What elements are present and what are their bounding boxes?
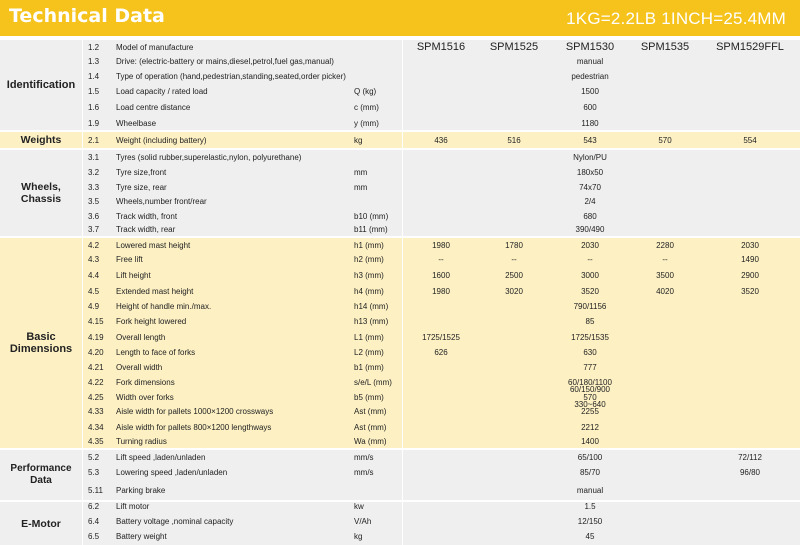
row-value: 390/490 [575,225,605,234]
row-value: 570 [583,393,597,402]
row-value: 570 [658,136,672,145]
row-description: Lowered mast height [116,241,191,250]
row-description: Free lift [116,255,143,264]
table-row [0,268,800,283]
row-value: 330~640 [574,400,606,409]
table-row [0,222,800,237]
row-value: 72/112 [738,453,762,462]
row-description: Fork height lowered [116,317,187,326]
row-value: 600 [583,103,597,112]
row-number: 2.1 [88,136,100,145]
table-row [0,100,800,115]
row-description: Parking brake [116,486,166,495]
row-description: Overall width [116,363,163,372]
table-row [0,84,800,99]
table-row [0,194,800,209]
row-description: Load centre distance [116,103,191,112]
row-value: 2280 [656,241,674,250]
row-value: 1180 [581,119,599,128]
row-unit: b1 (mm) [354,363,384,372]
row-number: 3.3 [88,183,100,192]
table-row [0,499,800,514]
row-value: 65/100 [577,453,603,462]
row-value: 1490 [741,255,759,264]
table-row [0,238,800,253]
row-description: Width over forks [116,393,174,402]
row-unit: b11 (mm) [354,225,388,234]
row-number: 4.15 [88,317,104,326]
row-value: 3520 [741,287,759,296]
row-unit: mm [354,183,368,192]
row-number: 3.6 [88,212,100,221]
row-unit: h13 (mm) [354,317,389,326]
row-unit: b10 (mm) [354,212,389,221]
table-row [0,133,800,148]
row-description: Lift motor [116,502,150,511]
row-description: Weight (including battery) [116,136,207,145]
row-number: 4.5 [88,287,100,296]
table-row [0,434,800,449]
row-unit: h2 (mm) [354,255,384,264]
row-description: Model of manufacture [116,43,194,52]
model-header: SPM1516 [416,41,466,53]
row-value: 516 [507,136,521,145]
row-value: 1780 [505,241,523,250]
row-value: pedestrian [571,72,609,81]
row-unit: b5 (mm) [354,393,384,402]
row-value: 12/150 [577,517,603,526]
unit-conversion: 1KG=2.2LB 1INCH=25.4MM [566,9,786,28]
row-value: 2500 [505,271,523,280]
row-description: Fork dimensions [116,378,175,387]
model-header: SPM1529FFL [716,41,784,53]
row-value: 1725/1535 [571,333,609,342]
table-row [0,299,800,314]
row-description: Extended mast height [116,287,194,296]
row-number: 4.35 [88,437,104,446]
row-unit: mm/s [354,468,374,477]
row-number: 4.20 [88,348,104,357]
row-number: 4.25 [88,393,104,402]
row-unit: c (mm) [354,103,379,112]
table-row [0,404,800,419]
row-value: 1400 [581,437,599,446]
row-unit: L1 (mm) [354,333,384,342]
row-value: -- [662,255,668,264]
row-number: 1.5 [88,87,100,96]
row-description: Tyre size,front [116,168,167,177]
table-row [0,450,800,465]
row-description: Type of operation (hand,pedestrian,standing,seated,order picker) [116,72,346,81]
row-number: 3.1 [88,153,100,162]
row-value: 60/150/900 [569,385,611,394]
row-value: -- [438,255,444,264]
table-row [0,465,800,480]
row-value: 180x50 [576,168,604,177]
row-description: Drive: (electric-battery or mains,diesel,petrol,fuel gas,manual) [116,57,334,66]
row-unit: mm [354,168,368,177]
row-number: 6.2 [88,502,100,511]
row-value: manual [576,486,604,495]
row-number: 4.22 [88,378,104,387]
row-value: 45 [585,532,595,541]
row-number: 4.21 [88,363,104,372]
table-row [0,180,800,195]
row-number: 3.2 [88,168,100,177]
row-value: 85/70 [579,468,601,477]
row-description: Aisle width for pallets 800×1200 lengthways [116,423,272,432]
row-number: 4.33 [88,407,104,416]
row-value: 3000 [581,271,599,280]
row-value: 1600 [432,271,450,280]
table-row [0,165,800,180]
row-unit: h1 (mm) [354,241,384,250]
table-row [0,360,800,375]
row-description: Tyre size, rear [116,183,167,192]
row-number: 6.5 [88,532,100,541]
table-row [0,483,800,498]
row-number: 4.4 [88,271,100,280]
row-description: Battery weight [116,532,167,541]
row-value: 554 [743,136,757,145]
row-description: Lift speed ,laden/unladen [116,453,206,462]
table-row [0,390,800,409]
row-number: 5.2 [88,453,100,462]
model-header: SPM1525 [489,41,539,53]
table-row [0,529,800,544]
row-unit: mm/s [354,453,374,462]
row-unit: V/Ah [354,517,372,526]
row-value: 630 [583,348,597,357]
row-description: Turning radius [116,437,167,446]
row-number: 5.11 [88,486,103,495]
model-header: SPM1535 [640,41,690,53]
row-value: 790/1156 [573,302,607,311]
table-row [0,345,800,360]
row-description: Length to face of forks [116,348,196,357]
row-value: 1.5 [584,502,596,511]
row-unit: Ast (mm) [354,423,387,432]
row-number: 1.4 [88,72,100,81]
row-value: 2900 [741,271,759,280]
row-value: 1980 [432,287,450,296]
row-description: Load capacity / rated load [116,87,208,96]
row-unit: h3 (mm) [354,271,384,280]
band-label-identification: Identification [6,79,76,91]
page-title: Technical Data [9,5,165,27]
table-row [0,314,800,329]
row-value: 2030 [741,241,759,250]
row-value: 2212 [581,423,599,432]
row-number: 1.6 [88,103,100,112]
row-number: 3.7 [88,225,100,234]
row-number: 6.4 [88,517,100,526]
row-value: 2/4 [584,197,596,206]
row-value: 74x70 [579,183,601,192]
table-row [0,284,800,299]
row-number: 4.9 [88,302,100,311]
table-row [0,420,800,435]
row-unit: h14 (mm) [354,302,389,311]
row-unit: s/e/L (mm) [354,378,392,387]
row-number: 4.19 [88,333,104,342]
row-value: manual [576,57,604,66]
spec-table [0,40,800,545]
row-unit: y (mm) [354,119,379,128]
row-description: Wheelbase [116,119,157,128]
row-value: 1725/1525 [422,333,460,342]
row-description: Tyres (solid rubber,superelastic,nylon, polyurethane) [116,153,302,162]
row-description: Track width, front [116,212,178,221]
row-description: Lowering speed ,laden/unladen [116,468,228,477]
table-row [0,252,800,267]
band-label-basic-dimensions: Basic Dimensions [9,331,73,355]
row-description: Track width, rear [116,225,176,234]
row-number: 4.3 [88,255,100,264]
row-value: 85 [585,317,595,326]
row-description: Lift height [116,271,151,280]
row-unit: Q (kg) [354,87,377,96]
table-row [0,330,800,345]
row-value: 96/80 [739,468,761,477]
row-unit: Ast (mm) [354,407,387,416]
row-description: Height of handle min./max. [116,302,212,311]
row-unit: Wa (mm) [354,437,387,446]
row-number: 1.3 [88,57,100,66]
row-value: 626 [434,348,448,357]
table-row [0,40,800,55]
row-unit: kg [354,532,363,541]
band-label-wheels: Wheels, Chassis [20,181,62,205]
row-value: 4020 [656,287,674,296]
row-number: 4.2 [88,241,100,250]
row-value: -- [587,255,593,264]
row-value: 1500 [581,87,599,96]
row-unit: h4 (mm) [354,287,384,296]
row-value: 543 [583,136,597,145]
table-row [0,150,800,165]
row-number: 1.2 [88,43,100,52]
row-unit: kg [354,136,363,145]
row-unit: kw [354,502,364,511]
row-description: Battery voltage ,nominal capacity [116,517,234,526]
row-number: 3.5 [88,197,100,206]
band-label-performance: Performance Data [10,463,72,486]
table-row [0,375,800,394]
row-unit: L2 (mm) [354,348,384,357]
row-value: 2255 [581,407,599,416]
row-value: Nylon/PU [573,153,607,162]
row-value: 436 [434,136,448,145]
row-value: 3020 [505,287,523,296]
header-banner [0,0,800,36]
band-label-weights: Weights [20,134,62,146]
row-description: Wheels,number front/rear [116,197,207,206]
row-number: 5.3 [88,468,100,477]
row-description: Aisle width for pallets 1000×1200 crossways [116,407,274,416]
table-row [0,514,800,529]
row-value: 2030 [581,241,599,250]
model-header: SPM1530 [565,41,615,53]
row-number: 1.9 [88,119,100,128]
row-value: 3520 [581,287,599,296]
table-row [0,54,800,69]
table-row [0,69,800,84]
row-value: 680 [583,212,597,221]
row-number: 4.34 [88,423,104,432]
row-value: 60/180/1100 [568,378,612,387]
row-value: 777 [583,363,597,372]
table-row [0,116,800,131]
row-value: 3500 [656,271,674,280]
row-value: 1980 [432,241,450,250]
row-description: Overall length [116,333,166,342]
band-label-emotor: E-Motor [21,517,61,530]
row-value: -- [511,255,517,264]
